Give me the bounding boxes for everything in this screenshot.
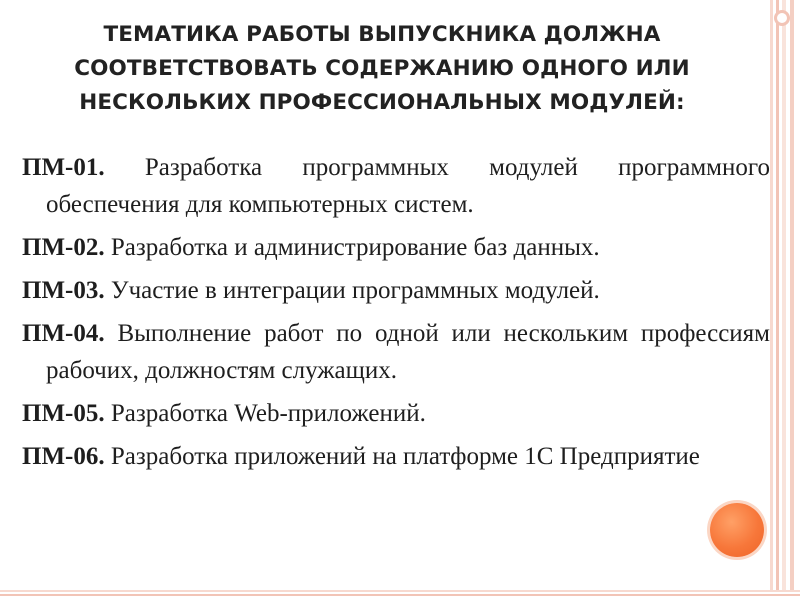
decorative-ring-icon — [774, 10, 790, 26]
module-item-pm-06 — [22, 438, 770, 475]
module-description: Разработка Web-приложений. — [110, 400, 426, 427]
module-description: Выполнение работ по одной или нескольким профессиям рабочих, должностям служащих. — [46, 320, 771, 384]
module-description: Разработка программных модулей программного обеспечения для компьютерных систем. — [46, 154, 770, 218]
module-code: ПМ-03. — [22, 277, 105, 304]
decorative-stripe-border-bottom — [0, 590, 800, 600]
slide-title: ТЕМАТИКА РАБОТЫ ВЫПУСКНИКА ДОЛЖНА СООТВЕТСТВОВАТЬ СОДЕРЖАНИЮ ОДНОГО ИЛИ НЕСКОЛЬКИХ ПРОФЕССИОНАЛЬНЫХ МОДУЛЕЙ: — [74, 22, 690, 115]
module-item-pm-04 — [22, 315, 770, 389]
decorative-orange-circle-icon — [710, 503, 764, 557]
module-item-pm-02 — [22, 229, 770, 266]
module-description: Участие в интеграции программных модулей. — [110, 277, 600, 304]
module-code: ПМ-01. — [22, 154, 105, 181]
module-description: Разработка и администрирование баз данных. — [110, 234, 600, 261]
module-code: ПМ-02. — [22, 234, 105, 261]
module-item-pm-05 — [22, 395, 770, 432]
module-description: Разработка приложений на платформе 1С Предприятие — [110, 443, 700, 470]
module-code: ПМ-05. — [22, 400, 105, 427]
module-list — [22, 149, 770, 475]
module-item-pm-03 — [22, 272, 770, 309]
module-code: ПМ-04. — [22, 320, 105, 347]
decorative-stripe-border-right — [770, 0, 800, 600]
module-code: ПМ-06. — [22, 443, 105, 470]
module-item-pm-01 — [22, 149, 770, 223]
